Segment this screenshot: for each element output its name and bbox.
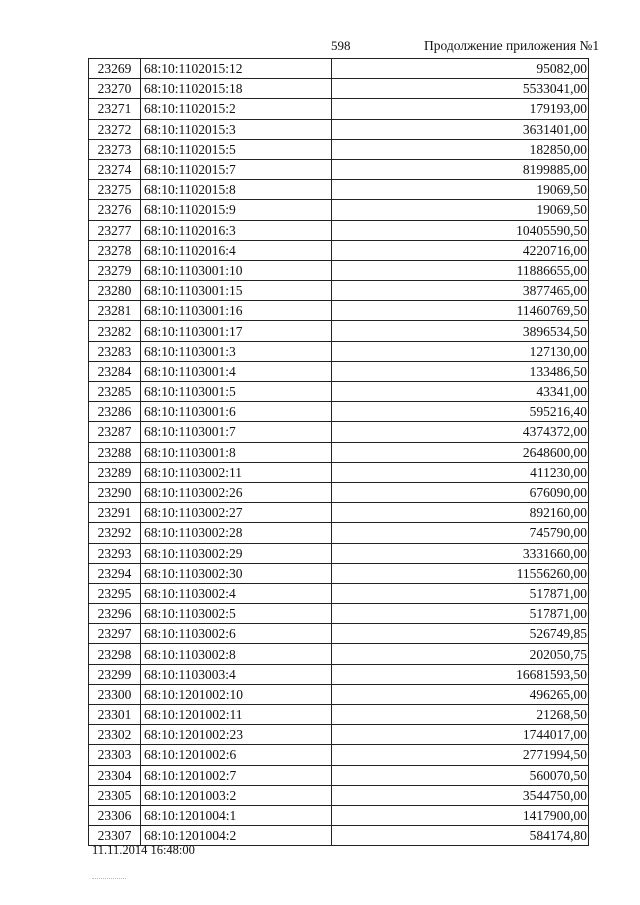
cadastral-value-cell: 1417900,00 [332, 805, 589, 825]
row-number-cell: 23271 [89, 99, 141, 119]
cadastral-value-cell: 517871,00 [332, 583, 589, 603]
table-row [89, 200, 589, 220]
cadastral-number-cell: 68:10:1103002:4 [141, 583, 332, 603]
cadastral-value-cell: 16681593,50 [332, 664, 589, 684]
table-row [89, 240, 589, 260]
row-number-cell: 23287 [89, 422, 141, 442]
table-row [89, 462, 589, 482]
row-number-cell: 23303 [89, 745, 141, 765]
cadastral-number-cell: 68:10:1103002:6 [141, 624, 332, 644]
row-number-cell: 23278 [89, 240, 141, 260]
row-number-cell: 23295 [89, 583, 141, 603]
table-row [89, 482, 589, 502]
table-row [89, 624, 589, 644]
table-row [89, 180, 589, 200]
table-row [89, 684, 589, 704]
cadastral-value-cell: 1744017,00 [332, 725, 589, 745]
table-row [89, 563, 589, 583]
cadastral-number-cell: 68:10:1103003:4 [141, 664, 332, 684]
cadastral-value-cell: 202050,75 [332, 644, 589, 664]
row-number-cell: 23274 [89, 159, 141, 179]
row-number-cell: 23305 [89, 785, 141, 805]
table-row [89, 503, 589, 523]
row-number-cell: 23289 [89, 462, 141, 482]
row-number-cell: 23288 [89, 442, 141, 462]
row-number-cell: 23277 [89, 220, 141, 240]
cadastral-number-cell: 68:10:1102015:8 [141, 180, 332, 200]
cadastral-number-cell: 68:10:1103001:8 [141, 442, 332, 462]
table-body [89, 59, 589, 846]
cadastral-number-cell: 68:10:1103001:15 [141, 281, 332, 301]
cadastral-number-cell: 68:10:1103001:7 [141, 422, 332, 442]
cadastral-value-cell: 2771994,50 [332, 745, 589, 765]
cadastral-value-cell: 43341,00 [332, 382, 589, 402]
table-row [89, 361, 589, 381]
cadastral-number-cell: 68:10:1103002:8 [141, 644, 332, 664]
cadastral-number-cell: 68:10:1103002:30 [141, 563, 332, 583]
row-number-cell: 23290 [89, 482, 141, 502]
cadastral-value-cell: 3631401,00 [332, 119, 589, 139]
row-number-cell: 23296 [89, 604, 141, 624]
row-number-cell: 23281 [89, 301, 141, 321]
table-row [89, 301, 589, 321]
cadastral-value-cell: 526749,85 [332, 624, 589, 644]
page-number: 598 [331, 38, 351, 53]
row-number-cell: 23285 [89, 382, 141, 402]
cadastral-number-cell: 68:10:1102016:3 [141, 220, 332, 240]
cadastral-value-cell: 3877465,00 [332, 281, 589, 301]
cadastral-number-cell: 68:10:1103001:16 [141, 301, 332, 321]
table-row [89, 260, 589, 280]
cadastral-value-cell: 3896534,50 [332, 321, 589, 341]
row-number-cell: 23269 [89, 59, 141, 79]
row-number-cell: 23272 [89, 119, 141, 139]
cadastral-value-cell: 411230,00 [332, 462, 589, 482]
cadastral-number-cell: 68:10:1102015:9 [141, 200, 332, 220]
cadastral-value-cell: 19069,50 [332, 180, 589, 200]
table-row [89, 442, 589, 462]
appendix-continuation-note: Продолжение приложения №1 [424, 38, 600, 53]
row-number-cell: 23292 [89, 523, 141, 543]
print-timestamp: 11.11.2014 16:48:00 [92, 843, 195, 857]
cadastral-number-cell: 68:10:1103002:26 [141, 482, 332, 502]
row-number-cell: 23300 [89, 684, 141, 704]
table-row [89, 422, 589, 442]
cadastral-value-cell: 21268,50 [332, 705, 589, 725]
cadastral-value-cell: 4374372,00 [332, 422, 589, 442]
row-number-cell: 23273 [89, 139, 141, 159]
row-number-cell: 23294 [89, 563, 141, 583]
cadastral-number-cell: 68:10:1103001:10 [141, 260, 332, 280]
cadastral-value-cell: 11886655,00 [332, 260, 589, 280]
row-number-cell: 23297 [89, 624, 141, 644]
cadastral-number-cell: 68:10:1103001:5 [141, 382, 332, 402]
table-row [89, 321, 589, 341]
scan-artifact [92, 878, 126, 880]
cadastral-number-cell: 68:10:1102016:4 [141, 240, 332, 260]
row-number-cell: 23307 [89, 826, 141, 846]
row-number-cell: 23306 [89, 805, 141, 825]
row-number-cell: 23293 [89, 543, 141, 563]
cadastral-value-cell: 11460769,50 [332, 301, 589, 321]
row-number-cell: 23280 [89, 281, 141, 301]
row-number-cell: 23284 [89, 361, 141, 381]
cadastral-value-cell: 5533041,00 [332, 79, 589, 99]
cadastral-number-cell: 68:10:1201004:2 [141, 826, 332, 846]
row-number-cell: 23275 [89, 180, 141, 200]
cadastral-number-cell: 68:10:1103001:3 [141, 341, 332, 361]
cadastral-number-cell: 68:10:1201002:11 [141, 705, 332, 725]
table-row [89, 583, 589, 603]
table-row [89, 341, 589, 361]
table-row [89, 523, 589, 543]
cadastral-value-cell: 584174,80 [332, 826, 589, 846]
cadastral-value-cell: 182850,00 [332, 139, 589, 159]
table-row [89, 281, 589, 301]
cadastral-number-cell: 68:10:1102015:5 [141, 139, 332, 159]
cadastral-value-cell: 676090,00 [332, 482, 589, 502]
cadastral-value-table [88, 58, 589, 846]
cadastral-value-cell: 4220716,00 [332, 240, 589, 260]
table-row [89, 119, 589, 139]
table-row [89, 745, 589, 765]
cadastral-number-cell: 68:10:1103001:4 [141, 361, 332, 381]
cadastral-value-cell: 10405590,50 [332, 220, 589, 240]
row-number-cell: 23270 [89, 79, 141, 99]
table-row [89, 382, 589, 402]
cadastral-value-cell: 517871,00 [332, 604, 589, 624]
cadastral-value-cell: 595216,40 [332, 402, 589, 422]
cadastral-value-cell: 127130,00 [332, 341, 589, 361]
cadastral-number-cell: 68:10:1201003:2 [141, 785, 332, 805]
table-row [89, 725, 589, 745]
cadastral-number-cell: 68:10:1102015:12 [141, 59, 332, 79]
cadastral-number-cell: 68:10:1103002:29 [141, 543, 332, 563]
row-number-cell: 23283 [89, 341, 141, 361]
table-row [89, 765, 589, 785]
cadastral-value-cell: 560070,50 [332, 765, 589, 785]
row-number-cell: 23302 [89, 725, 141, 745]
cadastral-value-cell: 8199885,00 [332, 159, 589, 179]
table-row [89, 604, 589, 624]
table-row [89, 805, 589, 825]
cadastral-number-cell: 68:10:1102015:2 [141, 99, 332, 119]
table-row [89, 402, 589, 422]
row-number-cell: 23286 [89, 402, 141, 422]
row-number-cell: 23298 [89, 644, 141, 664]
table-row [89, 644, 589, 664]
row-number-cell: 23282 [89, 321, 141, 341]
cadastral-number-cell: 68:10:1102015:7 [141, 159, 332, 179]
table-row [89, 705, 589, 725]
cadastral-number-cell: 68:10:1201002:23 [141, 725, 332, 745]
cadastral-number-cell: 68:10:1103001:6 [141, 402, 332, 422]
table-row [89, 543, 589, 563]
row-number-cell: 23276 [89, 200, 141, 220]
cadastral-value-cell: 11556260,00 [332, 563, 589, 583]
table-row [89, 99, 589, 119]
cadastral-number-cell: 68:10:1102015:3 [141, 119, 332, 139]
table-row [89, 785, 589, 805]
cadastral-value-cell: 179193,00 [332, 99, 589, 119]
cadastral-number-cell: 68:10:1201002:6 [141, 745, 332, 765]
cadastral-number-cell: 68:10:1103002:27 [141, 503, 332, 523]
cadastral-number-cell: 68:10:1102015:18 [141, 79, 332, 99]
cadastral-value-cell: 19069,50 [332, 200, 589, 220]
cadastral-number-cell: 68:10:1201002:7 [141, 765, 332, 785]
cadastral-value-cell: 2648600,00 [332, 442, 589, 462]
cadastral-number-cell: 68:10:1103002:11 [141, 462, 332, 482]
cadastral-value-cell: 3544750,00 [332, 785, 589, 805]
table-row [89, 159, 589, 179]
row-number-cell: 23304 [89, 765, 141, 785]
row-number-cell: 23299 [89, 664, 141, 684]
cadastral-value-cell: 3331660,00 [332, 543, 589, 563]
cadastral-value-cell: 745790,00 [332, 523, 589, 543]
row-number-cell: 23279 [89, 260, 141, 280]
cadastral-number-cell: 68:10:1201002:10 [141, 684, 332, 704]
cadastral-value-cell: 892160,00 [332, 503, 589, 523]
cadastral-number-cell: 68:10:1103002:28 [141, 523, 332, 543]
cadastral-number-cell: 68:10:1201004:1 [141, 805, 332, 825]
table-row [89, 79, 589, 99]
cadastral-number-cell: 68:10:1103002:5 [141, 604, 332, 624]
table-row [89, 139, 589, 159]
cadastral-value-cell: 496265,00 [332, 684, 589, 704]
row-number-cell: 23291 [89, 503, 141, 523]
table-row [89, 59, 589, 79]
cadastral-number-cell: 68:10:1103001:17 [141, 321, 332, 341]
table-row [89, 664, 589, 684]
table-row [89, 220, 589, 240]
row-number-cell: 23301 [89, 705, 141, 725]
cadastral-value-cell: 133486,50 [332, 361, 589, 381]
cadastral-value-cell: 95082,00 [332, 59, 589, 79]
